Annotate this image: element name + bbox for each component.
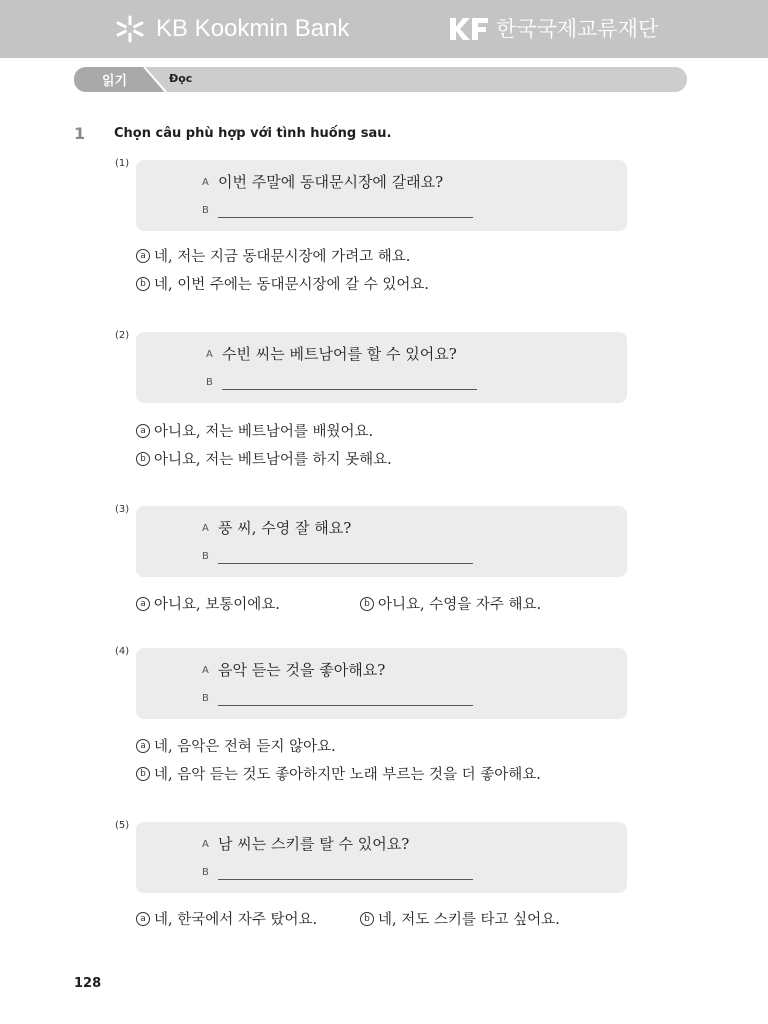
option-marker-a: a xyxy=(136,249,150,263)
section-bar xyxy=(74,67,687,92)
speaker-a-prompt: 남 씨는 스키를 탈 수 있어요? xyxy=(218,835,410,853)
speaker-b-label: B xyxy=(202,551,209,562)
option-marker-a: a xyxy=(136,597,150,611)
kb-brand-text: KB Kookmin Bank xyxy=(156,15,350,42)
question-4 xyxy=(0,646,768,796)
dialogue-box xyxy=(136,822,627,893)
exercise-number: 1 xyxy=(74,124,86,143)
speaker-b-label: B xyxy=(202,693,209,704)
answer-blank-line[interactable] xyxy=(218,705,473,706)
option-marker-b: b xyxy=(360,597,374,611)
speaker-a-label: A xyxy=(206,349,213,360)
option-text: 네, 한국에서 자주 탔어요. xyxy=(154,912,318,928)
speaker-b-label: B xyxy=(206,377,213,388)
question-number: (4) xyxy=(115,646,130,657)
option-text: 아니요, 저는 베트남어를 배웠어요. xyxy=(154,424,374,440)
section-divider-icon xyxy=(142,67,172,92)
exercise-instruction: Chọn câu phù hợp với tình huống sau. xyxy=(114,126,392,141)
answer-blank-line[interactable] xyxy=(218,217,473,218)
speaker-a-label: A xyxy=(202,177,209,188)
option-marker-b: b xyxy=(136,277,150,291)
question-number: (5) xyxy=(115,820,130,831)
option-text: 네, 저도 스키를 타고 싶어요. xyxy=(378,912,560,928)
speaker-a-prompt: 수빈 씨는 베트남어를 할 수 있어요? xyxy=(222,345,457,363)
speaker-b-label: B xyxy=(202,867,209,878)
question-number: (1) xyxy=(115,158,130,169)
option-b[interactable] xyxy=(136,448,392,469)
dialogue-box xyxy=(136,160,627,231)
option-marker-a: a xyxy=(136,424,150,438)
option-text: 네, 저는 지금 동대문시장에 가려고 해요. xyxy=(154,249,411,265)
option-marker-b: b xyxy=(136,452,150,466)
option-text: 네, 음악은 전혀 듣지 않아요. xyxy=(154,739,336,755)
kf-mark-icon xyxy=(448,15,490,43)
question-2 xyxy=(0,330,768,480)
question-5 xyxy=(0,820,768,970)
option-b[interactable] xyxy=(360,908,560,929)
option-a[interactable] xyxy=(136,735,336,756)
speaker-a-prompt: 풍 씨, 수영 잘 해요? xyxy=(218,519,352,537)
question-number: (3) xyxy=(115,504,130,515)
page-header xyxy=(0,0,768,58)
answer-blank-line[interactable] xyxy=(222,389,477,390)
option-text: 아니요, 보통이에요. xyxy=(154,597,280,613)
speaker-a-label: A xyxy=(202,839,209,850)
answer-blank-line[interactable] xyxy=(218,563,473,564)
speaker-a-prompt: 이번 주말에 동대문시장에 갈래요? xyxy=(218,173,444,191)
option-text: 네, 음악 듣는 것도 좋아하지만 노래 부르는 것을 더 좋아해요. xyxy=(154,767,541,783)
page-number: 128 xyxy=(74,976,102,991)
question-3 xyxy=(0,504,768,654)
option-a[interactable] xyxy=(136,908,317,929)
option-marker-a: a xyxy=(136,739,150,753)
option-a[interactable] xyxy=(136,593,280,614)
option-marker-b: b xyxy=(136,767,150,781)
option-marker-a: a xyxy=(136,912,150,926)
dialogue-box xyxy=(136,648,627,719)
question-1 xyxy=(0,158,768,308)
option-b[interactable] xyxy=(136,763,541,784)
kb-kookmin-bank-logo xyxy=(112,14,349,44)
dialogue-box xyxy=(136,506,627,577)
option-marker-b: b xyxy=(360,912,374,926)
option-b[interactable] xyxy=(136,273,429,294)
option-a[interactable] xyxy=(136,420,373,441)
speaker-a-label: A xyxy=(202,665,209,676)
speaker-a-label: A xyxy=(202,523,209,534)
speaker-a-prompt: 음악 듣는 것을 좋아해요? xyxy=(218,661,386,679)
option-b[interactable] xyxy=(360,593,541,614)
korea-foundation-logo xyxy=(448,14,658,44)
answer-blank-line[interactable] xyxy=(218,879,473,880)
dialogue-box xyxy=(136,332,627,403)
section-label-vietnamese: Đọc xyxy=(169,72,193,85)
section-label-korean: 읽기 xyxy=(102,74,128,89)
question-number: (2) xyxy=(115,330,130,341)
speaker-b-label: B xyxy=(202,205,209,216)
option-a[interactable] xyxy=(136,245,410,266)
kf-brand-text: 한국국제교류재단 xyxy=(496,17,659,41)
option-text: 아니요, 저는 베트남어를 하지 못해요. xyxy=(154,452,392,468)
kb-star-icon xyxy=(112,14,148,44)
option-text: 아니요, 수영을 자주 해요. xyxy=(378,597,542,613)
option-text: 네, 이번 주에는 동대문시장에 갈 수 있어요. xyxy=(154,277,429,293)
